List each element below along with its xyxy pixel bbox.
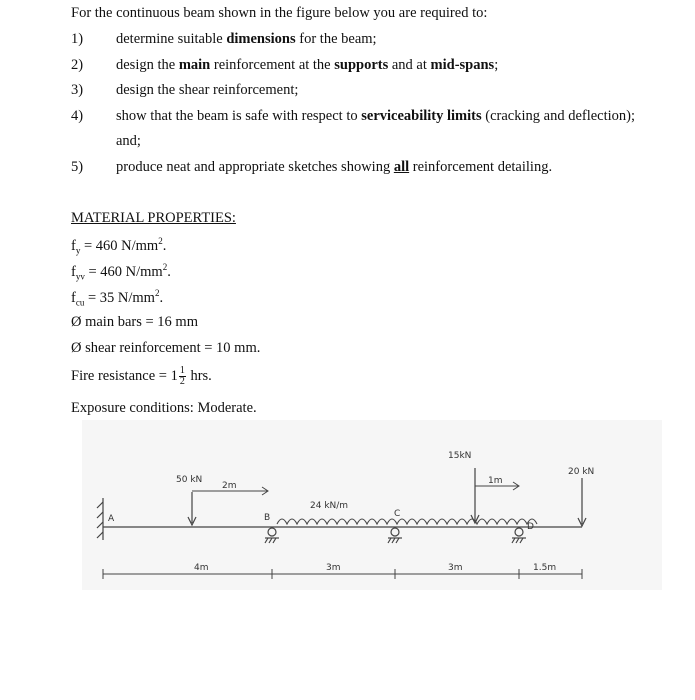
udl-label: 24 kN/m [310, 501, 349, 511]
label-a: A [108, 514, 115, 524]
span-3m-label-1: 3m [326, 563, 341, 573]
task-5: produce neat and appropriate sketches showing all reinforcement detailing. [116, 159, 553, 175]
fire-fraction: $\frac{1}{2}$ [179, 365, 185, 387]
task-1-number: 1) [71, 31, 84, 47]
task-1: determine suitable dimensions for the beam; [116, 31, 377, 47]
load-15kn-label: 15kN [448, 451, 472, 461]
sketch-background [82, 420, 662, 590]
load-20kn-label: 20 kN [568, 467, 595, 477]
materials-heading: MATERIAL PROPERTIES: [71, 210, 236, 226]
span-3m-label-2: 3m [448, 563, 463, 573]
task-4-number: 4) [71, 108, 84, 124]
beam-sketch [82, 420, 662, 590]
load-50kn-label: 50 kN [176, 475, 203, 485]
task-2: design the main reinforcement at the supports and at mid-spans; [116, 57, 499, 73]
task-4: show that the beam is safe with respect to serviceability limits (cracking and deflection); [116, 108, 636, 124]
intro-text: For the continuous beam shown in the figure below you are required to: [71, 5, 488, 21]
task-3: design the shear reinforcement; [116, 82, 299, 98]
span-4m-label: 4m [194, 563, 209, 573]
dim-1m-label: 1m [488, 476, 503, 486]
dim-2m-label: 2m [222, 481, 237, 491]
task-3-number: 3) [71, 82, 84, 98]
fcu-value: $f_{cu} = 35$ $N/mm^2$. [71, 288, 164, 308]
exposure-conditions: Exposure conditions: Moderate. [71, 400, 257, 416]
fire-resistance: Fire resistance = 1 $\frac{1}{2}$ hrs. [71, 365, 212, 387]
main-bars-diameter: Ø main bars = 16 mm [71, 314, 198, 330]
shear-reinforcement-diameter: Ø shear reinforcement = 10 mm. [71, 340, 261, 356]
task-2-number: 2) [71, 57, 84, 73]
label-b: B [264, 513, 271, 523]
task-5-number: 5) [71, 159, 84, 175]
task-4-continuation: and; [116, 133, 141, 149]
span-1-5m-label: 1.5m [533, 563, 557, 573]
fy-value: $f_y = 460$ $N/mm^2$. [71, 236, 167, 256]
label-d: D [527, 522, 534, 532]
label-c: C [394, 509, 401, 519]
fyv-value: $f_{yv} = 460$ $N/mm^2$. [71, 262, 171, 282]
